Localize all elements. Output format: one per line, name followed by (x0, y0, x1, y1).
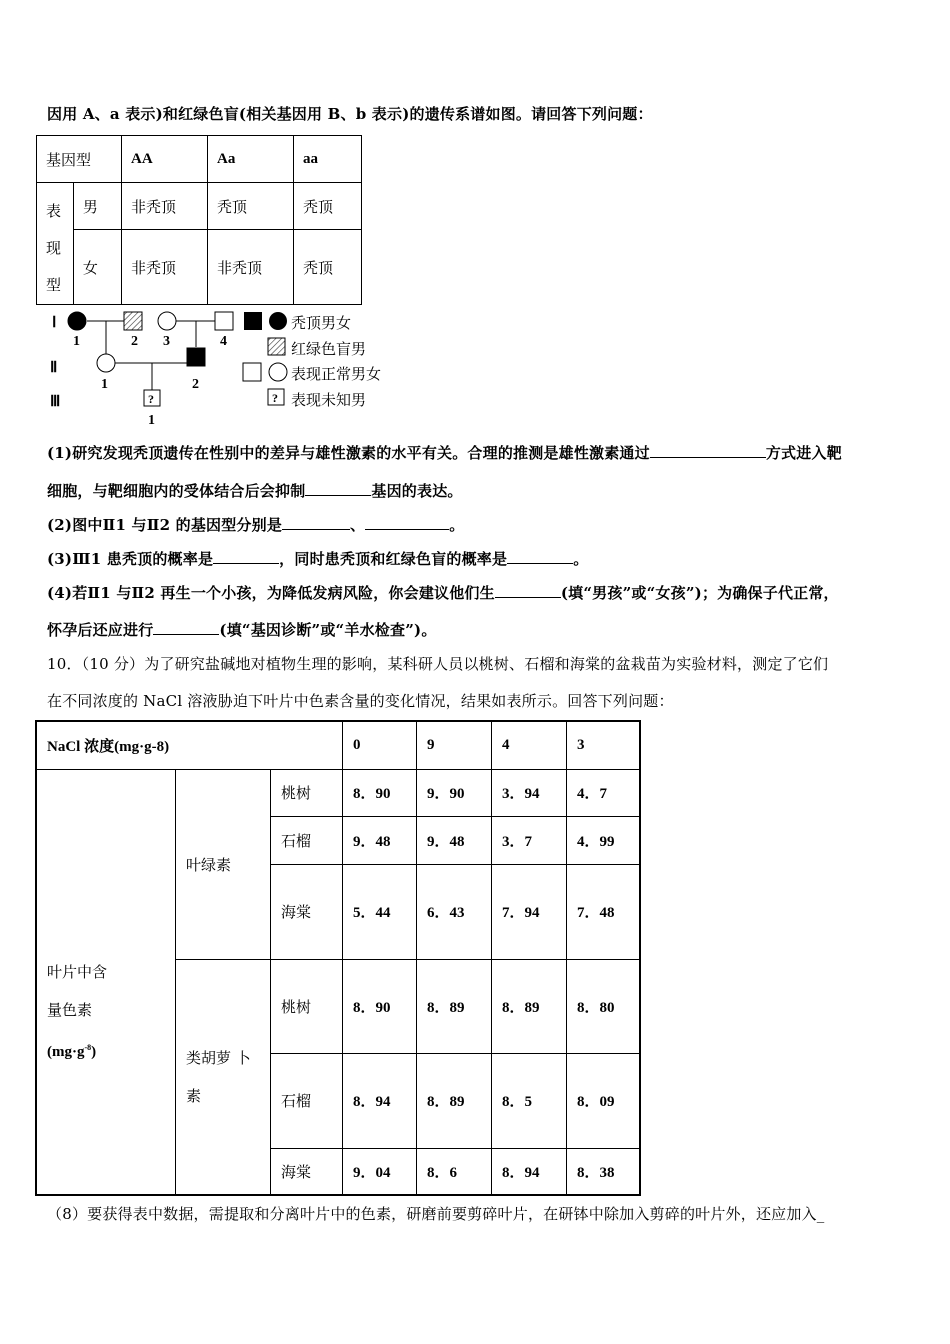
plant-pomegranate: 石榴 (271, 816, 343, 864)
answer-blank[interactable] (153, 620, 219, 635)
question-10-sub-8: （8）要获得表中数据，需提取和分离叶片中的色素，研磨前要剪碎叶片，在研钵中除加入剪碎的叶片外，还应加入_ (47, 1205, 825, 1223)
pedigree-diagram (40, 308, 400, 430)
pigment-content-table: NaCl 浓度(mg·g-8) 0 9 4 3 叶片中含 量色素 $(mg\cdot g^{-8})$ 叶绿素 桃树 8．90 9．90 3．94 4．7 石榴 9．48 9．48 3．7 4．99 海棠 5．44 6．43 7．94 7．48 类胡萝 卜 素 桃树 8．90 8．89 8．89 8．80 石榴 8．94 8．89 8．5 8．09 海棠 9．04 8．6 8．94 8．38 (35, 720, 641, 1196)
cell: 秃顶 (208, 183, 294, 230)
header-nacl-concentration: NaCl 浓度(mg·g-8) (36, 721, 343, 769)
cell: 非秃顶 (208, 230, 294, 305)
phenotype-label: 表 现 型 (37, 183, 74, 305)
answer-blank[interactable] (507, 549, 573, 564)
svg-text:2: 2 (131, 334, 138, 349)
row-label-pigment-content: 叶片中含 量色素 $(mg\cdot g^{-8})$ (36, 769, 176, 1195)
plant-crabapple: 海棠 (271, 864, 343, 959)
legend-bald-female-icon (269, 312, 287, 330)
II2-bald-male (187, 348, 205, 366)
conc-2: 4 (492, 721, 567, 769)
header-genotype: 基因型 (37, 136, 122, 183)
plant-peach: 桃树 (271, 959, 343, 1053)
question-10-line1: 10．（10 分）为了研究盐碱地对植物生理的影响，某科研人员以桃树、石榴和海棠的盆栽苗为实验材料，测定了它们 (47, 655, 829, 673)
I4-normal-male (215, 312, 233, 330)
question-4: (4)若Ⅱ1 与Ⅱ2 再生一个小孩，为降低发病风险，你会建议他们生 (填“男孩”或“女孩”)；为确保子代正常， (47, 584, 839, 602)
legend-colorblind-male-icon (268, 338, 285, 355)
conc-0: 0 (343, 721, 417, 769)
answer-blank[interactable] (365, 515, 449, 530)
cell: 非秃顶 (122, 230, 208, 305)
cell: 非秃顶 (122, 183, 208, 230)
svg-text:2: 2 (192, 377, 199, 392)
svg-text:1: 1 (148, 413, 155, 428)
answer-blank[interactable] (305, 481, 371, 496)
header-AA: AA (122, 136, 208, 183)
I2-colorblind-male (124, 312, 142, 330)
pigment-carotenoid: 类胡萝 卜 素 (176, 959, 271, 1195)
svg-text:3: 3 (163, 334, 170, 349)
cell: 秃顶 (294, 230, 362, 305)
I3-normal-female (158, 312, 176, 330)
plant-peach: 桃树 (271, 769, 343, 816)
question-3: (3)Ⅲ1 患秃顶的概率是 ，同时患秃顶和红绿色盲的概率是 。 (47, 550, 589, 568)
svg-text:?: ? (272, 391, 278, 405)
cell: 秃顶 (294, 183, 362, 230)
legend-normal-female-icon (269, 363, 287, 381)
answer-blank[interactable] (282, 515, 350, 530)
question-1: (1)研究发现秃顶遗传在性别中的差异与雄性激素的水平有关。合理的推测是雄性激素通过 方式进入靶 (47, 444, 842, 462)
plant-pomegranate: 石榴 (271, 1053, 343, 1148)
I1-bald-female (68, 312, 86, 330)
svg-text:4: 4 (220, 334, 227, 349)
question-1-cont: 细胞，与靶细胞内的受体结合后会抑制 基因的表达。 (47, 482, 463, 500)
answer-blank[interactable] (495, 583, 561, 598)
sex-male: 男 (73, 183, 121, 230)
question-10-line2: 在不同浓度的 NaCl 溶液胁迫下叶片中色素含量的变化情况，结果如表所示。回答下列问题： (47, 692, 674, 710)
answer-blank[interactable] (650, 443, 766, 458)
intro-text: 因用 A、a 表示)和红绿色盲(相关基因用 B、b 表示)的遗传系谱如图。请回答下列问题： (47, 105, 653, 123)
question-4-cont: 怀孕后还应进行 (填“基因诊断”或“羊水检查”)。 (47, 621, 437, 639)
gen-label-I: Ⅰ (52, 315, 57, 331)
legend-normal-male-icon (243, 363, 261, 381)
legend-bald-male-icon (244, 312, 262, 330)
genotype-phenotype-table (36, 135, 362, 305)
legend-label-bald: 秃顶男女 (291, 314, 352, 332)
conc-3: 3 (567, 721, 641, 769)
header-aa: aa (294, 136, 362, 183)
gen-label-II: Ⅱ (50, 360, 58, 376)
answer-blank[interactable] (213, 549, 279, 564)
conc-1: 9 (417, 721, 492, 769)
gen-label-III: Ⅲ (50, 394, 61, 410)
svg-text:?: ? (148, 392, 154, 406)
plant-crabapple: 海棠 (271, 1148, 343, 1195)
pigment-chlorophyll: 叶绿素 (176, 769, 271, 959)
legend-label-colorblind: 红绿色盲男 (291, 340, 367, 358)
sex-female: 女 (73, 230, 121, 305)
II1-normal-female (97, 354, 115, 372)
legend-label-unknown: 表现未知男 (291, 391, 367, 409)
question-2: (2)图中Ⅱ1 与Ⅱ2 的基因型分别是 、 。 (47, 516, 465, 534)
legend-label-normal: 表现正常男女 (291, 365, 382, 383)
header-Aa: Aa (208, 136, 294, 183)
svg-text:1: 1 (73, 334, 80, 349)
svg-text:1: 1 (101, 377, 108, 392)
